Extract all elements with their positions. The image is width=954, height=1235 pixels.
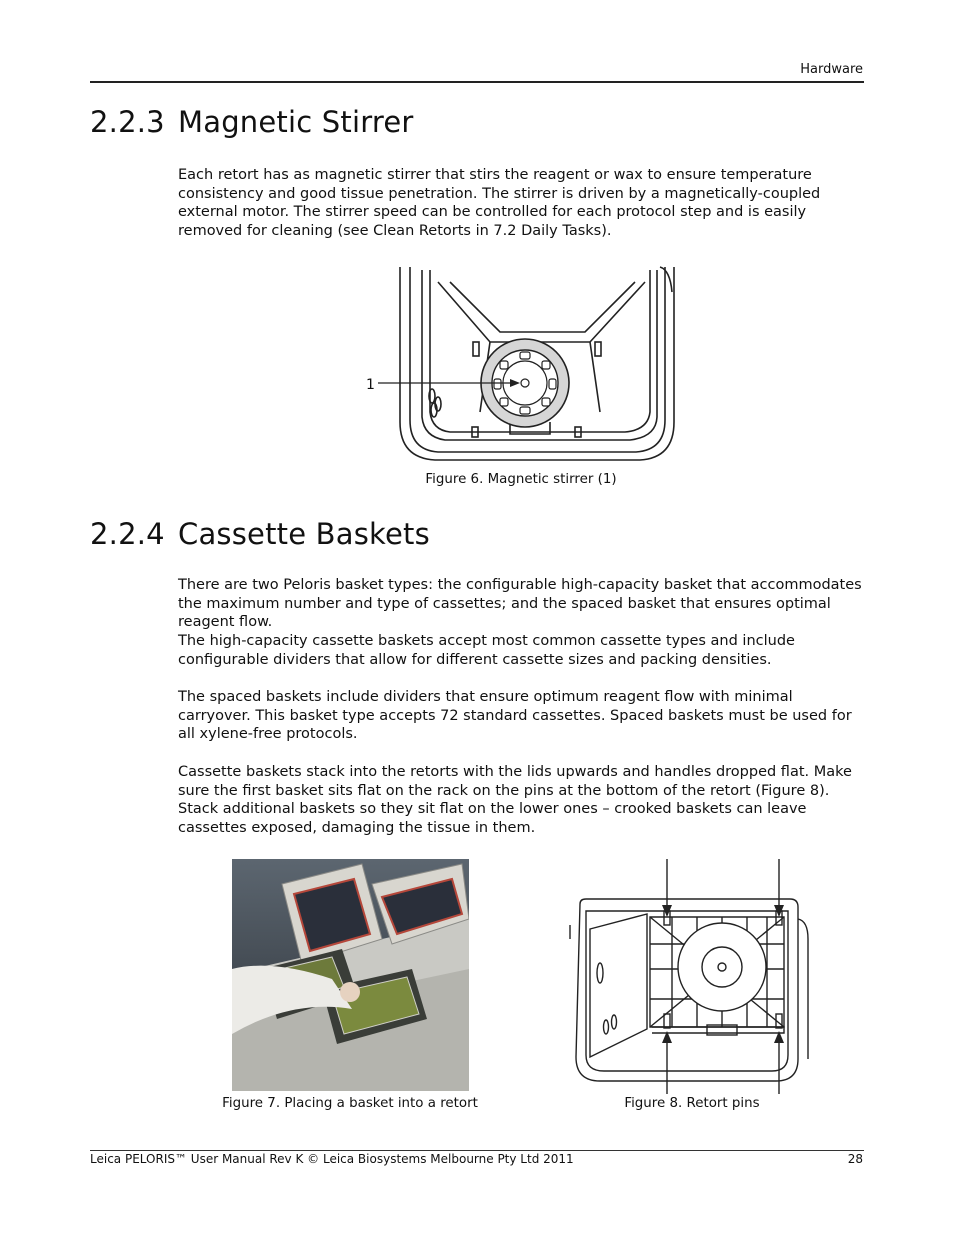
section-number: 2.2.3 <box>90 105 165 139</box>
section-number: 2.2.4 <box>90 517 165 551</box>
page-header-label: Hardware <box>800 62 863 77</box>
paragraph: The spaced baskets include dividers that ensure optimum reagent flow with minimal carryover. This basket type accepts 72 standard cassettes. Spaced baskets must be used for all xylene-free protocols. <box>178 689 852 743</box>
footer-rule <box>90 1150 864 1151</box>
paragraph: The high-capacity cassette baskets accept most common cassette types and include configurable dividers that allow for different cassette sizes and packing densities. <box>178 633 795 668</box>
page-number: 28 <box>847 1152 863 1166</box>
figure-7-caption: Figure 7. Placing a basket into a retort <box>222 1096 478 1111</box>
footer-copyright: Leica PELORIS™ User Manual Rev K © Leica Biosystems Melbourne Pty Ltd 2011 <box>90 1152 574 1166</box>
section-title: Magnetic Stirrer <box>178 105 414 139</box>
paragraph: Each retort has as magnetic stirrer that stirs the reagent or wax to ensure temperature consistency and good tissue penetration. The stirrer is driven by a magnetically-coupled external motor. The stirrer speed can be controlled for each protocol step and is easily removed for cleaning (see Clean Retorts in 7.2 Daily Tasks). <box>178 167 821 239</box>
retort-pins-figure <box>562 859 812 1094</box>
section-title: Cassette Baskets <box>178 517 430 551</box>
header-rule <box>90 81 864 83</box>
section-heading-magnetic-stirrer <box>90 105 414 139</box>
basket-photo-figure <box>232 859 469 1091</box>
section-heading-cassette-baskets <box>90 517 430 551</box>
figure-6-caption: Figure 6. Magnetic stirrer (1) <box>425 472 617 487</box>
magnetic-stirrer-figure <box>360 262 680 467</box>
paragraph: Cassette baskets stack into the retorts with the lids upwards and handles dropped flat. Make sure the first basket sits flat on the rack on the pins at the bottom of the retort (Figure 8). Stack additional baskets so they sit flat on the lower ones – crooked baskets can leave cassettes exposed, damaging the tissue in them. <box>178 764 852 836</box>
figure-8-caption: Figure 8. Retort pins <box>624 1096 760 1111</box>
figure-callout-number: 1 <box>366 377 375 393</box>
paragraph: There are two Peloris basket types: the configurable high-capacity basket that accommodates the maximum number and type of cassettes; and the spaced basket that ensures optimal reagent flow. <box>178 577 862 631</box>
